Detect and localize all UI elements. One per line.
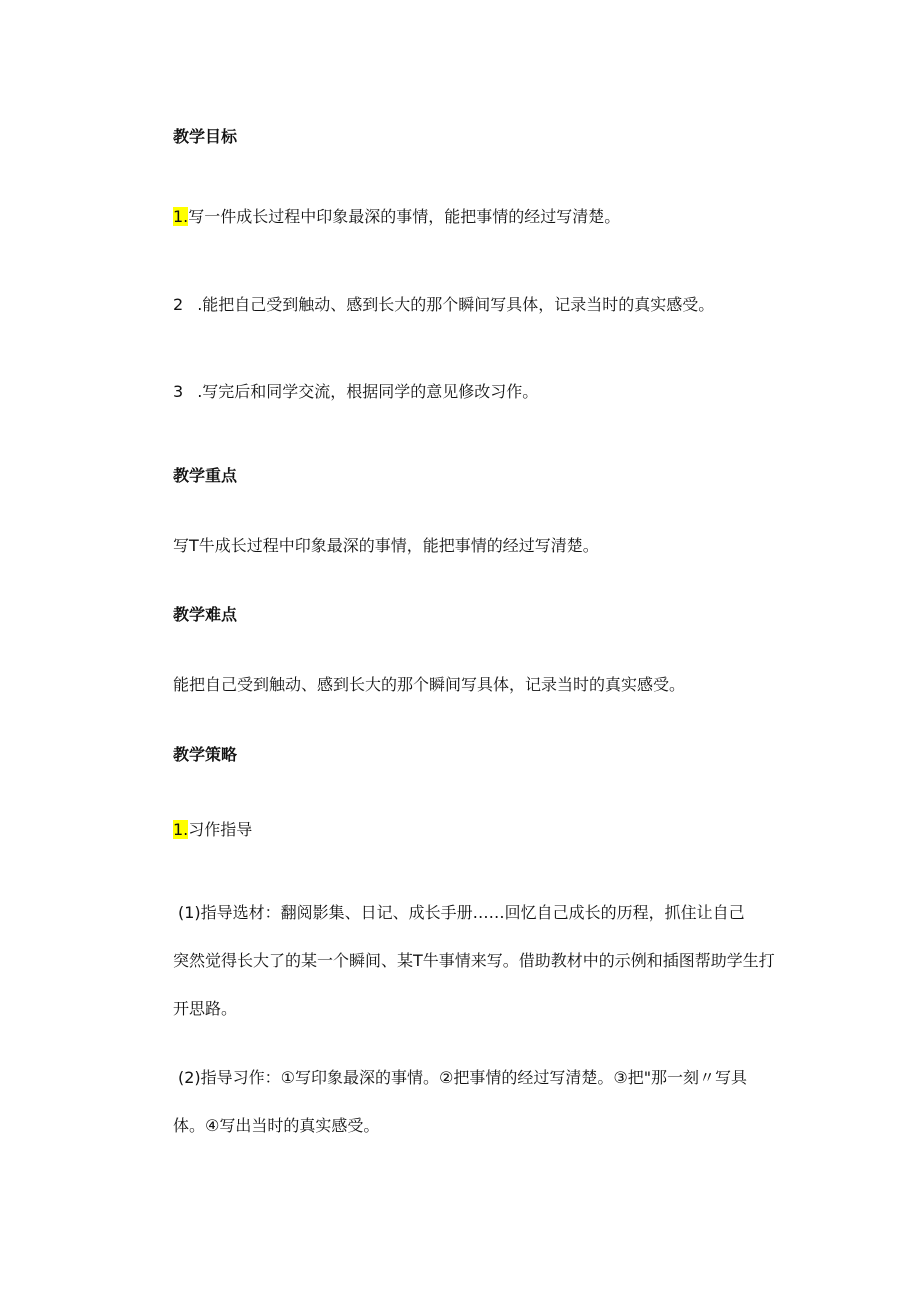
strategy-paragraph-1 [173,901,793,1021]
strategy-number-1: 1. [173,820,189,839]
strategy-item-1 [173,818,252,842]
strategy-heading: 教学策略 [173,745,238,764]
objective-item-1 [173,205,620,229]
difficulties-heading: 教学难点 [173,605,238,624]
key-points-text: 写T牛成长过程中印象最深的事情，能把事情的经过写清楚。 [173,536,599,555]
paragraph-1-line-1: (1)指导选材：翻阅影集、日记、成长手册……回忆自己成长的历程，抓住让自己 [178,903,745,922]
paragraph-2-line-1: (2)指导习作：①写印象最深的事情。②把事情的经过写清楚。③把"那一刻〃写具 [178,1068,748,1087]
paragraph-1-line-3: 开思路。 [173,999,238,1018]
strategy-paragraph-2 [173,1066,793,1138]
difficulties-text: 能把自己受到触动、感到长大的那个瞬间写具体，记录当时的真实感受。 [173,675,686,694]
strategy-text-1: 习作指导 [188,820,253,839]
objective-text-3: .写完后和同学交流，根据同学的意见修改习作。 [197,382,539,401]
objective-text-1: 写一件成长过程中印象最深的事情，能把事情的经过写清楚。 [188,207,621,226]
paragraph-1-line-2: 突然觉得长大了的某一个瞬间、某T牛事情来写。借助教材中的示例和插图帮助学生打 [173,951,775,970]
key-points-heading: 教学重点 [173,466,238,485]
objective-number-1: 1. [173,207,189,226]
objective-item-2 [173,293,714,317]
paragraph-2-line-2: 体。④写出当时的真实感受。 [173,1116,380,1135]
objective-text-2: .能把自己受到触动、感到长大的那个瞬间写具体，记录当时的真实感受。 [197,295,715,314]
objective-item-3 [173,380,538,404]
objective-number-3: 3 [173,382,184,401]
objective-number-2: 2 [173,295,184,314]
objectives-heading: 教学目标 [173,127,238,146]
